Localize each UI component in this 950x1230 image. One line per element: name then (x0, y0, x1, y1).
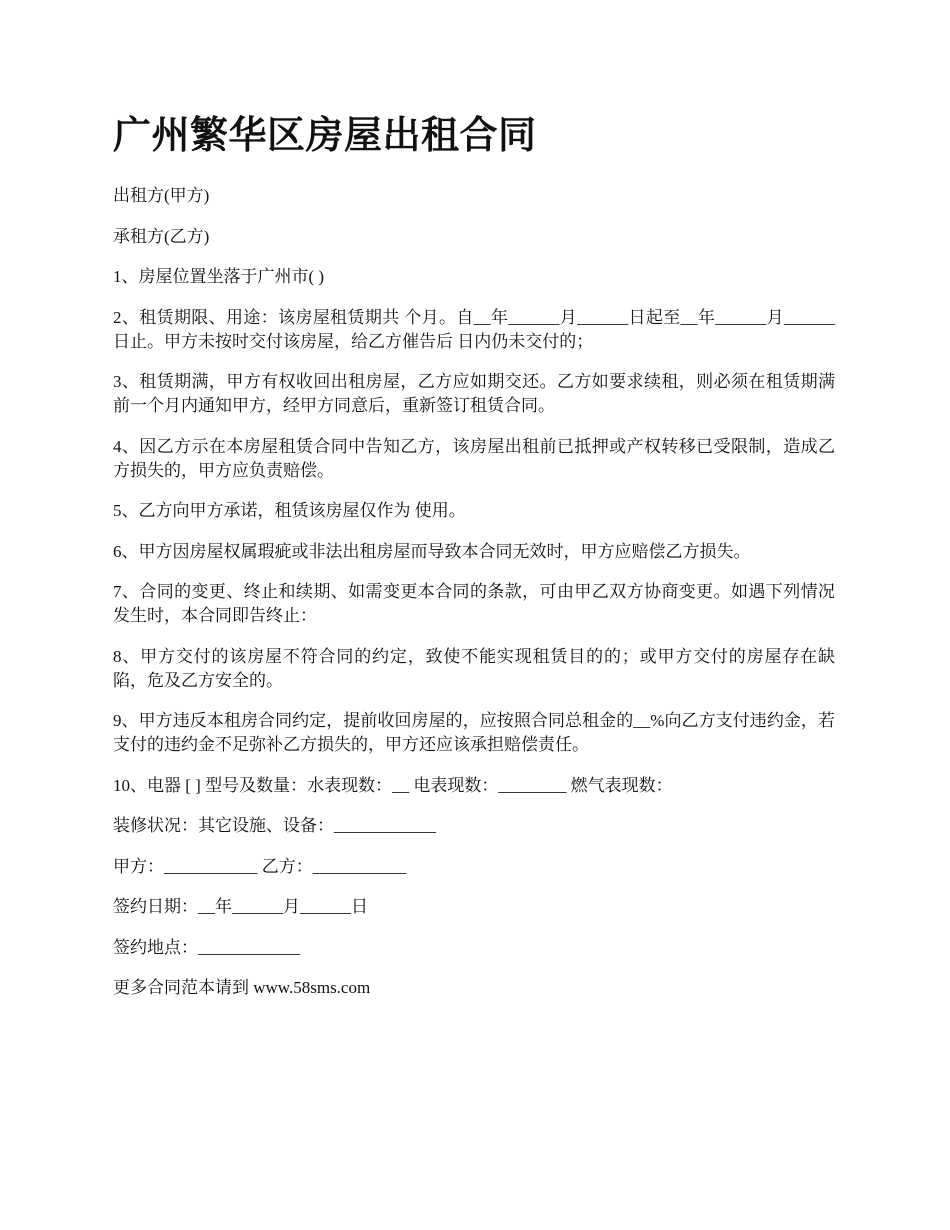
clause-6: 6、甲方因房屋权属瑕疵或非法出租房屋而导致本合同无效时，甲方应赔偿乙方损失。 (113, 541, 751, 561)
decoration-status-line: 装修状况：其它设施、设备：____________ (113, 816, 436, 835)
clause-5: 5、乙方向甲方承诺，租赁该房屋仅作为 使用。 (113, 501, 466, 520)
clause-8: 8、甲方交付的该房屋不符合同的约定，致使不能实现租赁目的的；或甲方交付的房屋存在缺陷，危及乙方安全的。 (113, 646, 835, 690)
clause-2: 2、租赁期限、用途：该房屋租赁期共 个月。自__年______月______日起至__年______月______日止。甲方未按时交付该房屋，给乙方催告后 日内仍未交付的； (113, 307, 835, 351)
clause-10: 10、电器 [ ] 型号及数量：水表现数：__ 电表现数：________ 燃气表现数： (113, 775, 673, 795)
clause-9: 9、甲方违反本租房合同约定，提前收回房屋的，应按照合同总租金的__%向乙方支付违约金，若支付的违约金不足弥补乙方损失的，甲方还应该承担赔偿责任。 (113, 711, 835, 754)
signature-parties-line: 甲方：___________ 乙方：___________ (113, 856, 407, 876)
more-templates-footer: 更多合同范本请到 www.58sms.com (113, 978, 371, 997)
clause-3: 3、租赁期满，甲方有权收回出租房屋，乙方应如期交还。乙方如要求续租，则必须在租赁期满前一个月内通知甲方，经甲方同意后，重新签订租赁合同。 (113, 372, 835, 415)
document-page (113, 108, 835, 1017)
lessee-line: 承租方(乙方) (113, 226, 210, 246)
clause-7: 7、合同的变更、终止和续期、如需变更本合同的条款，可由甲乙双方协商变更。如遇下列情况发生时，本合同即告终止： (113, 582, 835, 625)
lessor-line: 出租方(甲方) (113, 186, 210, 205)
signing-date-line: 签约日期：__年______月______日 (113, 897, 368, 916)
clause-1: 1、房屋位置坐落于广州市( ) (113, 267, 325, 286)
signing-place-line: 签约地点：____________ (113, 937, 300, 957)
clause-4: 4、因乙方示在本房屋租赁合同中告知乙方，该房屋出租前已抵押或产权转移已受限制，造成乙方损失的，甲方应负责赔偿。 (113, 436, 835, 480)
document-title: 广州繁华区房屋出租合同 (113, 115, 537, 157)
